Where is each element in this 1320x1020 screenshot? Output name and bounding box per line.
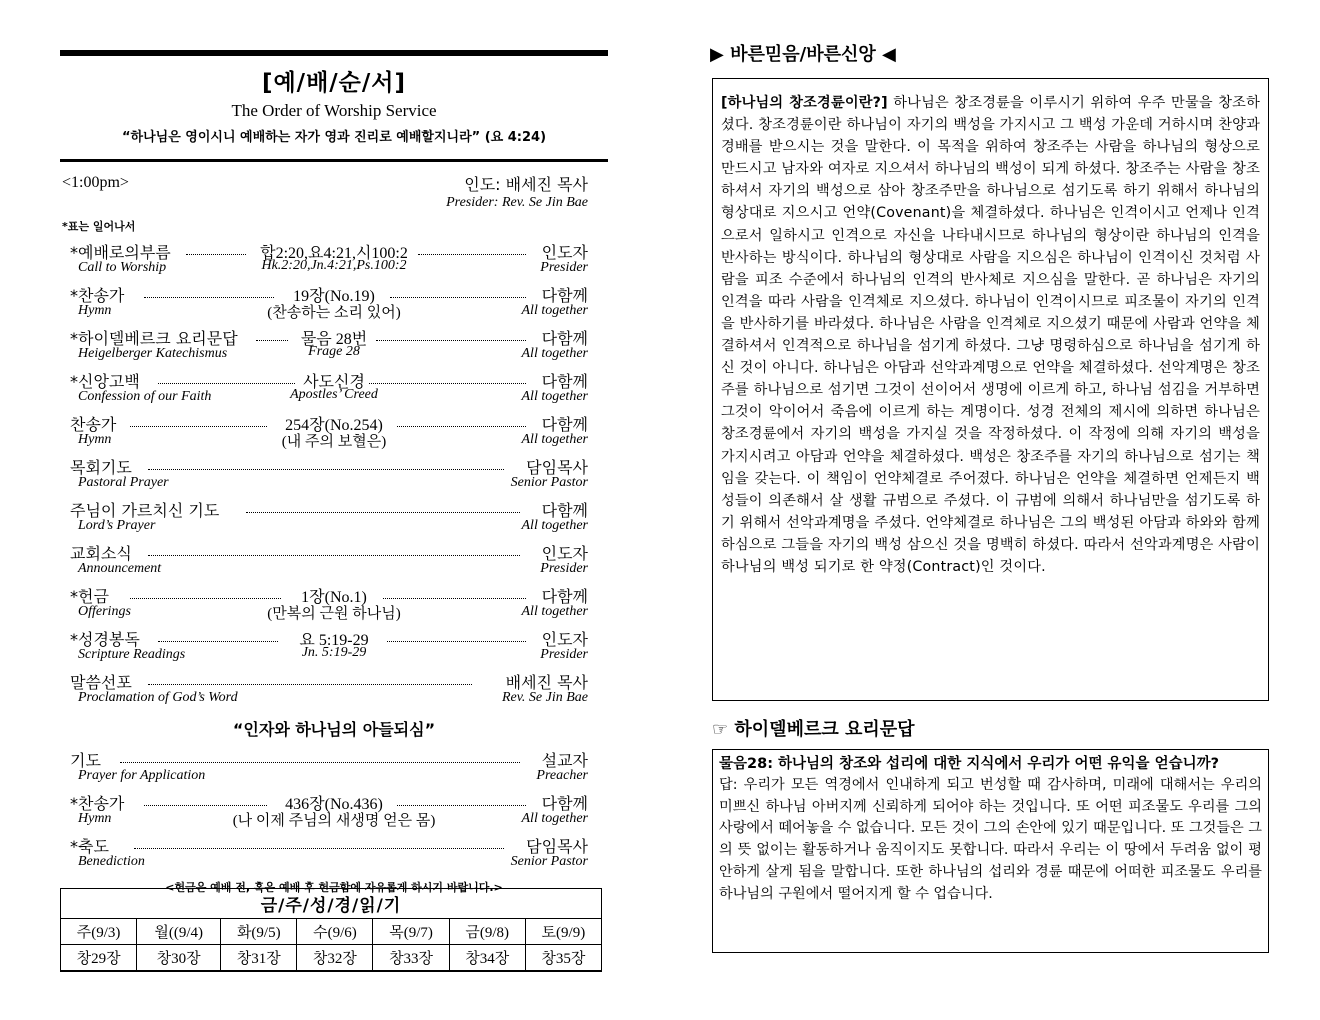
item-leader: 설교자 [541,751,588,770]
catechism-answer: 답: 우리가 모든 역경에서 인내하게 되고 번성할 때 감사하며, 미래에 대해서는 우리의 미쁘신 하나님 아버지께 신뢰하게 되어야 하는 것입니다. 또 어떤 피조물도 우리를 그의 사랑에서 떼어놓을 수 없습니다. 모든 것이 그의 손안에 있기 때문입니다. 또 그것들은 그의 뜻 없이는 활동하거나 움직이지도 못합니다. 따라서 우리는 이 땅에서 두려움 없이 평안하게 살게 됨을 말합니다. 또한 하나님의 섭리와 경륜 때문에 어떠한 피조물도 우리를 하나님의 구원에서 떨어지게 할 수 업습니다. [719,777,1262,902]
item-english: Prayer for Application [78,768,206,783]
item-detail: 254장(No.254) [285,417,383,434]
item-english: Benediction [78,854,145,869]
dot-leader [130,598,281,599]
reading-days-row [61,919,602,945]
weekly-reading-table [60,888,602,972]
stand-note: *표는 일어나서 [62,220,136,233]
item-korean: 목회기도 [70,458,132,477]
item-english: Proclamation of God’s Word [78,690,238,705]
reading-chapter: 창31장 [221,945,297,972]
item-leader-en: Preacher [536,768,588,783]
faith-body: 하나님은 창조경륜을 이루시기 위하여 우주 만물을 창조하셨다. 창조경륜이란 하나님이 자기의 백성을 가지시고 그 백성 가운데 거하시며 찬양과 경배를 받으시는 것을 말한다. 이 목적을 위하여 창조주는 사람을 하나님의 형상으로 만드시고 남자와 여자로 지으셔서 하나님의 백성이 되게 하셨다. 창조주는 사람을 창조하셔서 자기의 백성으로 삼아 창조주만을 하나님으로 섬기도록 하기 위해서 하나님의 형상대로 지으시고 언약(Covenant)을 체결하셨다. 하나님은 인격이시고 언제나 인격으로서 일하시고 인격으로 자신을 나타내시므로 하나님의 형상이란 하나님의 인격을 반사하는 방식이다. 하나님의 형상대로 사람을 지으심은 하나님이 인격이신 것처럼 사람을 피조 수준에서 하나님의 인격의 반사체로 지으심을 말한다. 곧 하나님은 자기의 인격을 따라 사람을 인격체로 지으셨다. 하나님이 인격이시므로 피조물이 자기의 인격을 반사하기를 바라셨다. 하나님은 사람을 인격체로 지으셨기 때문에 사람과 언약을 체결하셔서 인격적으로 하나님을 섬기게 하셨다. 그냥 명령하심으로 하나님을 섬기게 하신 것이 아니다. 하나님은 아담과 선악과계명으로 언약을 체결하셨다. 선악계명은 창조주를 하나님으로 섬기면 그것이 선이어서 생명에 이르게 하고, 하나님 섬김을 거부하면 그것이 악이어서 죽음에 이르게 하는 계명이다. 성경 전체의 제시에 의하면 하나님은 창조경륜에서 자기의 백성을 가지실 것을 작정하셨다. 이 작정에 의해 자기의 백성을 가지시려고 아담과 언약을 체결하셨다. 백성은 창조주를 자기의 하나님으로 섬기는 책임을 갖는다. 이 책임이 언약체결로 주어졌다. 하나님은 언약을 체결하면 언제든지 백성들이 의존해서 살 생활 규범으로 주셨다. 이 규범에 의해서 하나님만을 섬기도록 하기 위해서 선악과계명을 주셨다. 언약체결로 하나님은 그의 백성된 아담과 하와와 함께 하심으로 그들을 자기의 백성 삼으신 것을 명백히 하셨다. 따라서 선악과계명은 사람이 하나님의 백성 되기로 한 약정(Contract)인 것이다. [721,95,1260,575]
item-english: Confession of our Faith [78,389,212,404]
item-detail-sub: Hk.2:20,Jn.4:21,Ps.100:2 [261,258,407,273]
item-leader: 다함께 [541,372,588,391]
item-korean: 찬송가 [70,415,117,434]
item-korean: *하이델베르크 요리문답 [70,329,238,348]
service-item [60,541,608,584]
dot-leader [390,297,526,298]
reading-chapter: 창30장 [137,945,221,972]
item-leader: 다함께 [541,415,588,434]
item-english: Scripture Readings [78,647,186,662]
item-english: Hymn [78,303,112,318]
dot-leader [376,340,526,341]
item-korean: *찬송가 [70,794,125,813]
item-detail: 요 5:19-29 [299,632,369,649]
service-items [60,240,608,713]
item-english: Offerings [78,604,131,619]
faith-heading: ▶ 바른믿음/바른신앙 ◀ [710,44,896,65]
faith-text [721,92,1260,578]
reading-day: 토(9/9) [525,919,601,945]
header-rule [60,159,608,162]
reading-chapter: 창34장 [449,945,525,972]
dot-leader [148,555,520,556]
service-item [60,283,608,326]
dot-leader [134,848,504,849]
service-item [60,834,608,877]
theme-verse: “하나님은 영이시니 예배하는 자가 영과 진리로 예배할지니라” (요 4:24) [121,130,547,145]
item-english: Lord’s Prayer [78,518,156,533]
item-detail: 19장(No.19) [293,288,375,305]
item-detail: 합2:20,요4:21,시100:2 [260,245,408,262]
item-detail-sub: Apostles’ Creed [290,387,378,402]
service-item [60,584,608,627]
item-english: Heigelberger Katechismus [78,346,228,361]
reading-chapter: 창35장 [525,945,601,972]
item-english: Hymn [78,811,112,826]
item-leader-en: All together [521,432,588,447]
reading-chapters-row [61,945,602,972]
item-leader-en: All together [521,604,588,619]
item-detail-sub: Frage 28 [308,344,360,359]
reading-day: 월((9/4) [137,919,221,945]
item-leader-en: All together [521,811,588,826]
item-detail-sub: Jn. 5:19-29 [301,645,367,660]
item-english: Hymn [78,432,112,447]
reading-title: 금/주/성/경/읽/기 [61,889,602,919]
item-leader-en: All together [521,518,588,533]
reading-day: 화(9/5) [221,919,297,945]
service-item [60,326,608,369]
item-detail: 물음 28번 [300,331,368,348]
catechism-question: 물음28: 하나님의 창조와 섭리에 대한 지식에서 우리가 어떤 유익을 얻습니까? [719,756,1220,772]
reading-day: 금(9/8) [449,919,525,945]
top-rule [60,50,608,56]
order-title: [예/배/순/서] [261,70,407,96]
service-item [60,412,608,455]
item-detail-sub: (나 이제 주님의 새생명 얻은 몸) [232,813,436,829]
dot-leader [387,641,527,642]
item-leader: 인도자 [541,544,588,563]
dot-leader [256,340,288,341]
faith-lead: [하나님의 창조경륜이란?] [721,95,888,111]
item-korean: 말씀선포 [70,673,132,692]
item-detail-sub: (내 주의 보혈은) [281,434,387,450]
faith-box [712,78,1269,701]
item-leader-en: Presider [540,561,588,576]
service-item [60,748,608,791]
dot-leader [369,383,526,384]
item-korean: 교회소식 [70,544,132,563]
dot-leader [186,254,246,255]
item-leader: 다함께 [541,501,588,520]
item-english: Pastoral Prayer [78,475,169,490]
item-korean: *헌금 [70,587,109,606]
reading-chapter: 창33장 [373,945,449,972]
presider-ko: 인도: 배세진 목사 [464,175,588,194]
item-korean: *찬송가 [70,286,125,305]
right-column [712,40,1269,953]
item-leader: 다함께 [541,587,588,606]
item-english: Call to Worship [78,260,167,275]
item-korean: *성경봉독 [70,630,140,649]
reading-day: 수(9/6) [297,919,373,945]
presider-en: Presider: Rev. Se Jin Bae [446,195,588,210]
dot-leader [397,805,526,806]
dot-leader [144,805,267,806]
dot-leader [148,469,504,470]
item-detail: 사도신경 [303,374,365,391]
reading-day: 주(9/3) [61,919,137,945]
service-item [60,498,608,541]
item-leader: 인도자 [541,243,588,262]
service-item [60,240,608,283]
item-detail-sub: (만복의 근원 하나님) [267,606,401,622]
catechism-box [712,749,1269,953]
item-leader-en: All together [521,303,588,318]
item-leader-en: Rev. Se Jin Bae [501,690,588,705]
service-item [60,791,608,834]
dot-leader [158,383,295,384]
item-leader: 다함께 [541,286,588,305]
item-detail: 436장(No.436) [285,796,383,813]
sermon-title: “인자와 하나님의 아들되심” [232,720,436,739]
item-english: Announcement [78,561,162,576]
item-leader-en: All together [521,389,588,404]
dot-leader [418,254,526,255]
dot-leader [130,426,267,427]
dot-leader [120,762,520,763]
item-korean: *신앙고백 [70,372,140,391]
service-item [60,670,608,713]
catechism-heading: ☞ 하이델베르크 요리문답 [712,719,915,740]
dot-leader [397,426,526,427]
order-of-worship [60,50,608,895]
item-detail: 1장(No.1) [301,589,367,606]
item-korean: *축도 [70,837,109,856]
item-leader-en: Presider [540,260,588,275]
item-leader-en: Presider [540,647,588,662]
reading-chapter: 창29장 [61,945,137,972]
dot-leader [148,684,472,685]
dot-leader [158,641,278,642]
dot-leader [144,297,274,298]
item-leader-en: Senior Pastor [510,854,588,869]
reading-chapter: 창32장 [297,945,373,972]
item-leader: 배세진 목사 [505,673,588,692]
reading-day: 목(9/7) [373,919,449,945]
offering-note: <헌금은 예배 전, 혹은 예배 후 헌금함에 자유롭게 하시기 바랍니다.> [165,881,503,894]
item-leader-en: Senior Pastor [510,475,588,490]
item-leader: 다함께 [541,329,588,348]
order-subtitle: The Order of Worship Service [231,101,437,120]
item-leader: 인도자 [541,630,588,649]
item-leader: 담임목사 [526,458,588,477]
presider [446,172,588,211]
item-leader: 다함께 [541,794,588,813]
item-korean: 기도 [70,751,101,770]
item-leader-en: All together [521,346,588,361]
service-item [60,369,608,412]
item-leader: 담임목사 [526,837,588,856]
dot-leader [383,598,526,599]
item-detail-sub: (찬송하는 소리 있어) [267,305,401,321]
service-item [60,627,608,670]
service-time: <1:00pm> [62,174,129,191]
item-korean: 주님이 가르치신 기도 [70,501,220,520]
service-items-after [60,748,608,877]
dot-leader [246,512,520,513]
item-korean: *예배로의부름 [70,243,171,262]
service-item [60,455,608,498]
time-row [60,172,608,214]
